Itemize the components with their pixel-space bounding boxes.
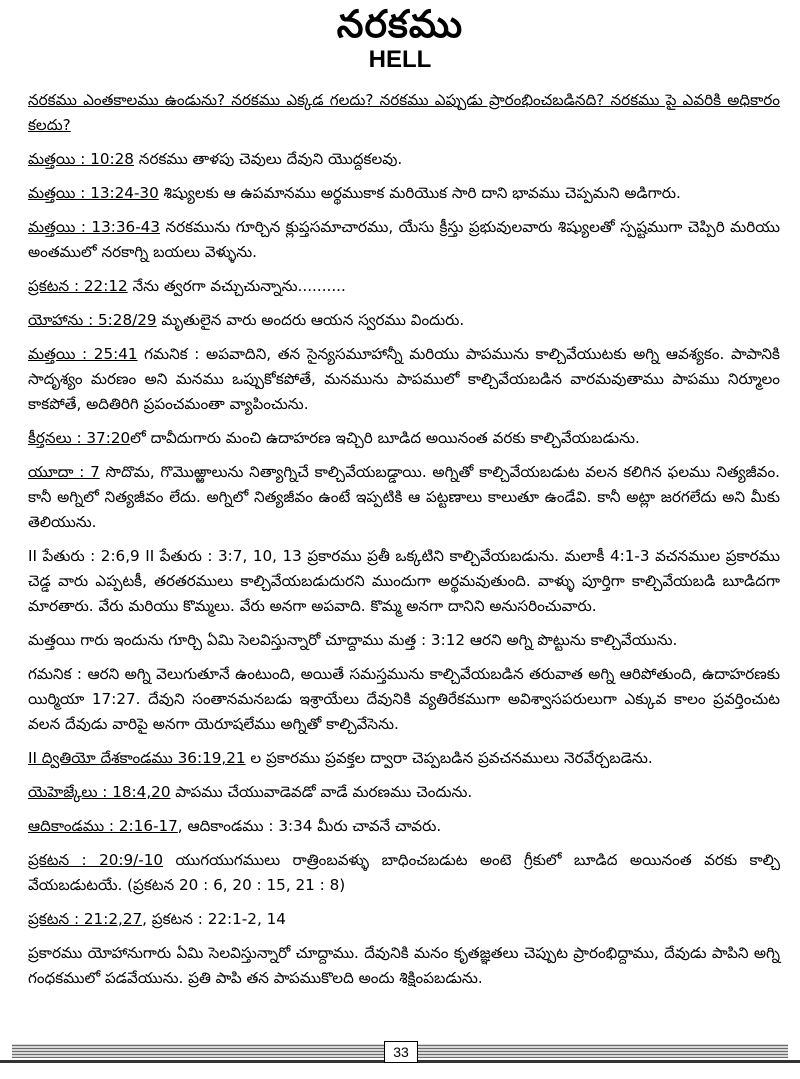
paragraph-text: గమనిక : ఆరని అగ్ని వెలుగుతూనే ఉంటుంది, అయితే సమస్తమును కాల్చివేయబడిన తరువాత అగ్ని ఆరిపోతుంది, ఉదాహరణకు యిర్మియా 17:27. దేవుని సంతానమనబడు ఇశ్రాయేలు దేవునికి వ్యతిరేకముగా అవిశ్వాసపరులుగా ఎక్కువ కాలం ప్రవర్తించుట వలన దేవుడు వారిపై అనగా యెరూషలేము అగ్నితో కాల్చివేసెను. xyxy=(28,665,780,733)
paragraph xyxy=(28,544,780,619)
verse-reference: మత్తయి : 13:36-43 xyxy=(28,218,161,236)
paragraph-text: పాపము చేయువాడెవడో వాడే మరణము చెందును. xyxy=(170,783,473,801)
paragraph-text: నరకమును గూర్చిన క్లుప్తసమాచారము, యేసు క్రీస్తు ప్రభువులవారు శిష్యులతో స్పష్టముగా చెప్పిరి మరియు అంతములో నరకాగ్ని బయలు వెళ్ళును. xyxy=(28,218,781,261)
verse-reference: మత్తయి : 10:28 xyxy=(28,150,134,168)
paragraph xyxy=(28,628,780,653)
paragraph-text: నేను త్వరగా వచ్చుచున్నాను.......... xyxy=(127,277,346,295)
paragraph-text: మృతులైన వారు అందరు ఆయన స్వరము విందురు. xyxy=(156,311,465,329)
paragraph xyxy=(28,88,780,138)
verse-reference: ప్రకటన : 20:9/-10 xyxy=(28,851,164,869)
paragraph xyxy=(28,308,780,333)
verse-reference: యూదా : 7 xyxy=(28,463,100,481)
paragraph xyxy=(28,215,780,265)
paragraph-text: మత్తయి గారు ఇందును గూర్చి ఏమి సెలవిస్తున్నారో చూద్దాము మత్త : 3:12 ఆరని అగ్ని పొట్టును కాల్చివేయును. xyxy=(28,631,678,649)
paragraph xyxy=(28,147,780,172)
paragraph-text: గమనిక : అపవాదిని, తన సైన్యసమూహాన్నీ మరియు పాపమును కాల్చివేయుటకు అగ్ని ఆవశ్యకం. పాపానికి సాదృశ్యం మరణం అని మనము ఒప్పుకోకపోతే, మనమును పాపములో కాల్చివేయబడిన వారమవుతాము పాపము నిర్మూలం కాకపోతే, అదితిరిగి ప్రపంచమంతా వ్యాపించును. xyxy=(28,345,780,413)
paragraph xyxy=(28,780,780,805)
verse-reference: మత్తయి : 25:41 xyxy=(28,345,138,363)
paragraph xyxy=(28,181,780,206)
body-text xyxy=(28,88,780,1000)
page-number: 33 xyxy=(384,1041,418,1063)
paragraph-text: II పేతురు : 2:6,9 II పేతురు : 3:7, 10, 13 ప్రకారము ప్రతీ ఒక్కటిని కాల్చివేయబడును. మలాకీ 4:1-3 వచనముల ప్రకారము చెడ్డ వారు ఎప్పటకీ, తరతరములు కాల్చివేయబడుదురని ముందుగా అర్థమవుతుంది. వాళ్ళు పూర్తిగా కాల్చివేయబడి బూడిదగా మారతారు. వేరు మరియు కొమ్మలు. వేరు అనగా అపవాది. కొమ్మ అనగా దానిని అనుసరించువారు. xyxy=(28,547,780,615)
paragraph xyxy=(28,274,780,299)
paragraph xyxy=(28,848,780,898)
verse-reference: ఆదికాండము : 2:16-17 xyxy=(28,817,178,835)
page-title-english: HELL xyxy=(368,46,432,73)
paragraph xyxy=(28,941,780,991)
paragraph-text: లో దావీదుగారు మంచి ఉదాహరణ ఇచ్చిరి బూడిద అయినంత వరకు కాల్చివేయబడును. xyxy=(130,429,640,447)
paragraph xyxy=(28,746,780,771)
paragraph xyxy=(28,460,780,535)
paragraph-text: నరకము తాళపు చెవులు దేవుని యొద్దకలవు. xyxy=(133,150,403,168)
verse-reference: ప్రకటన : 21:2,27 xyxy=(28,910,143,928)
paragraph xyxy=(28,907,780,932)
paragraph xyxy=(28,814,780,839)
verse-reference: యెహెజ్కేలు : 18:4,20 xyxy=(28,783,171,801)
verse-reference: II ద్వితియో దేశకాండము 36:19,21 xyxy=(28,749,246,767)
paragraph xyxy=(28,342,780,417)
verse-reference: మత్తయి : 13:24-30 xyxy=(28,184,159,202)
paragraph-text: , ప్రకటన : 22:1-2, 14 xyxy=(142,910,286,928)
paragraph xyxy=(28,662,780,737)
paragraph-text: ల ప్రకారము ప్రవక్తల ద్వారా చెప్పబడిన ప్రవచనములు నెరవేర్చబడెను. xyxy=(245,749,653,767)
paragraph-text: , ఆదికాండము : 3:34 మీరు చావనే చావరు. xyxy=(177,817,442,835)
verse-reference: కీర్తనలు : 37:20 xyxy=(28,429,131,447)
verse-reference: ప్రకటన : 22:12 xyxy=(28,277,128,295)
paragraph xyxy=(28,426,780,451)
paragraph-text: సొదొమ, గొమొఱ్ఱాలును నిత్యాగ్నిచే కాల్చివేయబడ్డాయి. అగ్నితో కాల్చివేయబడుట వలన కలిగిన ఫలము నిత్యజీవం. కానీ అగ్నిలో నిత్యజీవం లేదు. అగ్నిలో నిత్యజీవం ఉంటే ఇప్పటికి ఆ పట్టణాలు కాలుతూ ఉండేవి. కానీ అట్లా జరగలేదు అని మీకు తెలియును. xyxy=(28,463,780,531)
verse-reference: యోహాను : 5:28/29 xyxy=(28,311,157,329)
paragraph-text: యుగయుగములు రాత్రింబవళ్ళు బాధించబడుట అంటె గ్రీకులో బూడిద అయినంత వరకు కాల్చి వేయబడుటయే. (ప్రకటన 20 : 6, 20 : 15, 21 : 8) xyxy=(28,851,780,894)
page-title-telugu: నరకము xyxy=(336,2,464,46)
paragraph-text: శిష్యులకు ఆ ఉపమానము అర్థముకాక మరియొక సారి దాని భావము చెప్పమని అడిగారు. xyxy=(158,184,681,202)
paragraph-text: ప్రకారము యోహానుగారు ఏమి సెలవిస్తున్నారో చూద్దాము. దేవునికి మనం కృతజ్ఞతలు చెప్పుట ప్రారంభిద్దాము, దేవుడు పాపిని అగ్ని గంధకములో పడవేయును. ప్రతి పాపి తన పాపముకొలది అందు శిక్షింపబడును. xyxy=(28,944,780,987)
verse-reference: నరకము ఎంతకాలము ఉండును? నరకము ఎక్కడ గలదు? నరకము ఎప్పుడు ప్రారంభించబడినది? నరకము పై ఎవరికి అధికారం కలదు? xyxy=(28,91,780,134)
